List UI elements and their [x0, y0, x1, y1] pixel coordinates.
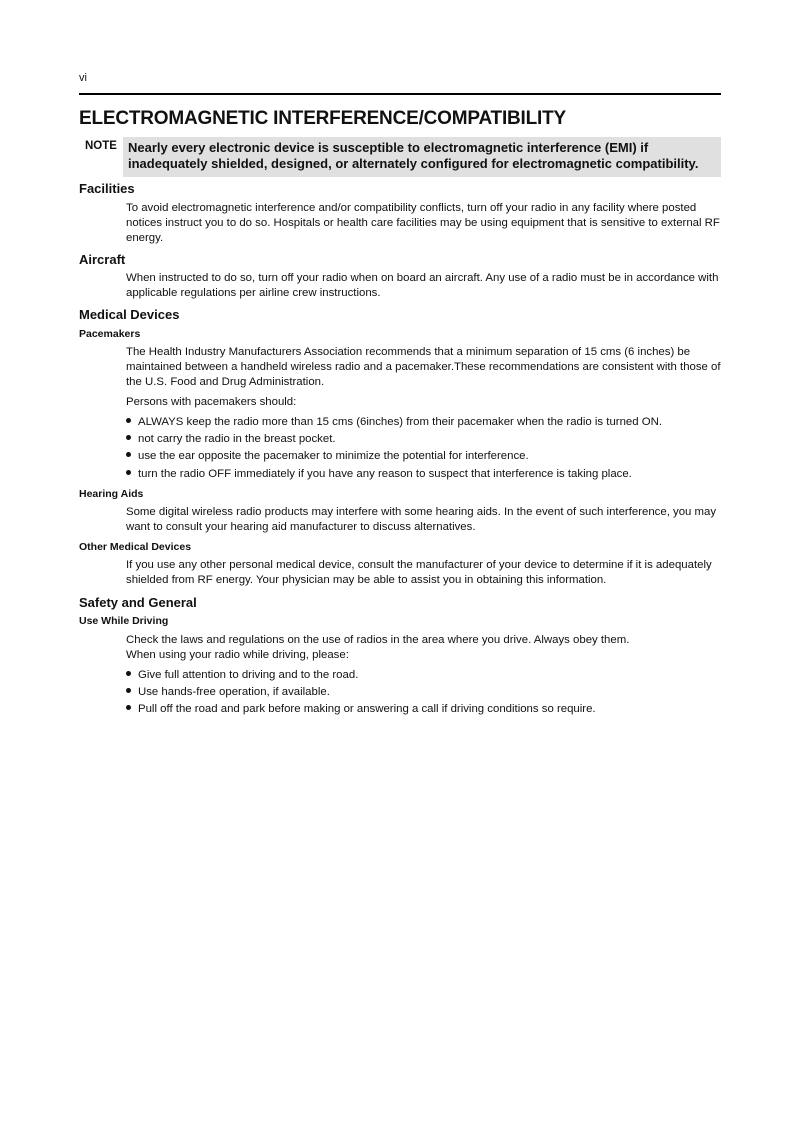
bullet-icon	[126, 671, 131, 676]
driving-heading: Use While Driving	[79, 615, 169, 627]
list-item-text: not carry the radio in the breast pocket.	[138, 433, 336, 445]
facilities-text: To avoid electromagnetic interference and/or compatibility conflicts, turn off your radio in any facility where posted notices instruct you to do so. Hospitals or health care facilities may be using equipment that is sensitive to external RF energy.	[126, 202, 720, 244]
other-medical-text: If you use any other personal medical device, consult the manufacturer of your device to determine if it is adequately shielded from RF energy. Your physician may be able to assist you in obtaining this information.	[126, 559, 712, 586]
header-rule	[79, 93, 721, 95]
list-item	[126, 702, 722, 717]
facilities-heading: Facilities	[79, 181, 135, 196]
driving-intro: When using your radio while driving, please:	[126, 649, 349, 661]
list-item-text: ALWAYS keep the radio more than 15 cms (6inches) from their pacemaker when the radio is turned ON.	[138, 416, 662, 428]
list-item-text: Give full attention to driving and to the road.	[138, 669, 359, 681]
list-item	[126, 415, 722, 430]
page-title: ELECTROMAGNETIC INTERFERENCE/COMPATIBILITY	[79, 108, 567, 129]
list-item	[126, 432, 722, 447]
bullet-icon	[126, 688, 131, 693]
list-item	[126, 668, 722, 683]
list-item	[126, 467, 722, 482]
bullet-icon	[126, 452, 131, 457]
page-number: vi	[79, 72, 87, 84]
hearing-aids-heading: Hearing Aids	[79, 488, 144, 500]
aircraft-text: When instructed to do so, turn off your radio when on board an aircraft. Any use of a radio must be in accordance with applicable regulations per airline crew instructions.	[126, 272, 719, 299]
note-text: Nearly every electronic device is susceptible to electromagnetic interference (EMI) if inadequately shielded, designed, or alternately configured for electromagnetic compatibility.	[128, 140, 699, 171]
pacemakers-text: The Health Industry Manufacturers Association recommends that a minimum separation of 15 cms (6 inches) be maintained between a handheld wireless radio and a pacemaker.These recommendations are consistent with those of the U.S. Food and Drug Administration.	[126, 346, 721, 388]
list-item-text: turn the radio OFF immediately if you have any reason to suspect that interference is taking place.	[138, 468, 632, 480]
list-item	[126, 685, 722, 700]
bullet-icon	[126, 470, 131, 475]
bullet-icon	[126, 435, 131, 440]
list-item	[126, 449, 722, 464]
pacemakers-intro: Persons with pacemakers should:	[126, 396, 297, 408]
note-label: NOTE	[85, 140, 117, 152]
bullet-icon	[126, 418, 131, 423]
medical-devices-heading: Medical Devices	[79, 307, 180, 322]
list-item-text: use the ear opposite the pacemaker to minimize the potential for interference.	[138, 450, 529, 462]
other-medical-heading: Other Medical Devices	[79, 541, 192, 553]
list-item-text: Pull off the road and park before making or answering a call if driving conditions so require.	[138, 703, 596, 715]
aircraft-heading: Aircraft	[79, 252, 126, 267]
list-item-text: Use hands-free operation, if available.	[138, 686, 330, 698]
safety-heading: Safety and General	[79, 595, 197, 610]
pacemakers-heading: Pacemakers	[79, 328, 141, 340]
hearing-aids-text: Some digital wireless radio products may interfere with some hearing aids. In the event of such interference, you may want to consult your hearing aid manufacturer to discuss alternatives.	[126, 506, 717, 533]
bullet-icon	[126, 705, 131, 710]
driving-text: Check the laws and regulations on the use of radios in the area where you drive. Always obey them.	[126, 634, 630, 646]
